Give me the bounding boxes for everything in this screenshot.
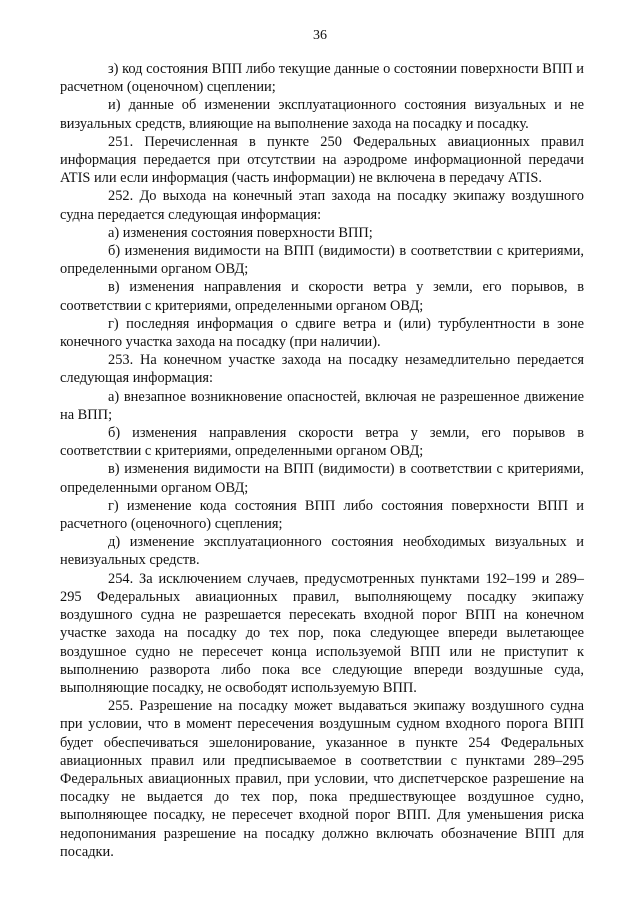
paragraph-item-z: з) код состояния ВПП либо текущие данные о состоянии поверхности ВПП и расчетном (оценочном) сцеплении;: [60, 61, 584, 96]
paragraph-254: 254. За исключением случаев, предусмотренных пунктами 192–199 и 289–295 Федеральных авиационных правил, выполняющему посадку экипажу воздушного судна не разрешается пересекать входной порог ВПП на конечном участке захода на посадку до тех пор, пока следующее впереди вылетающее воздушное судно не пересечет конца используемой ВПП или не приступит к выполнению разворота либо пока все следующие впереди воздушные суда, выполняющие посадку, не освободят используемую ВПП.: [60, 570, 584, 696]
document-body: [60, 60, 584, 861]
paragraph-251: 251. Перечисленная в пункте 250 Федеральных авиационных правил информация передается при отсутствии на аэродроме информационной передачи ATIS или если информация (часть информации) не включена в передачу ATIS.: [60, 133, 584, 187]
paragraph-252-v: в) изменения направления и скорости ветра у земли, его порывов, в соответствии с критериями, определенными органом ОВД;: [60, 279, 584, 314]
paragraph-252: 252. До выхода на конечный этап захода на посадку экипажу воздушного судна передается следующая информация:: [60, 188, 584, 223]
paragraph-253-a: а) внезапное возникновение опасностей, включая не разрешенное движение на ВПП;: [60, 388, 584, 423]
paragraph-253: 253. На конечном участке захода на посадку незамедлительно передается следующая информация:: [60, 352, 584, 387]
paragraph-252-b: б) изменения видимости на ВПП (видимости) в соответствии с критериями, определенными органом ОВД;: [60, 243, 584, 278]
page-number: 36: [313, 28, 327, 43]
paragraph-253-d: д) изменение эксплуатационного состояния необходимых визуальных и невизуальных средств.: [60, 534, 584, 569]
paragraph-253-v: в) изменения видимости на ВПП (видимости) в соответствии с критериями, определенными органом ОВД;: [60, 461, 584, 496]
paragraph-252-g: г) последняя информация о сдвиге ветра и (или) турбулентности в зоне конечного участка захода на посадку (при наличии).: [60, 315, 584, 351]
paragraph-item-i: и) данные об изменении эксплуатационного состояния визуальных и не визуальных средств, влияющие на выполнение захода на посадку и посадку.: [60, 97, 584, 132]
paragraph-252-a: а) изменения состояния поверхности ВПП;: [108, 224, 373, 241]
paragraph-255: 255. Разрешение на посадку может выдаваться экипажу воздушного судна при условии, что в момент пересечения воздушным судном входного порога ВПП будет обеспечиваться эшелонирование, указанное в пункте 254 Федеральных авиационных правил или предписываемое в соответствии с пунктами 289–295 Федеральных авиационных правил, при условии, что диспетчерское разрешение на посадку не выдается до тех пор, пока предшествующее воздушное судно, выполняющее посадку, не пересечет входной порог ВПП. Для уменьшения риска недопонимания разрешение на посадку должно включать обозначение ВПП для посадки.: [60, 698, 584, 860]
paragraph-253-g: г) изменение кода состояния ВПП либо состояния поверхности ВПП и расчетного (оценочного) сцепления;: [60, 497, 584, 533]
paragraph-253-b: б) изменения направления скорости ветра у земли, его порывов в соответствии с критериями, определенными органом ОВД;: [60, 425, 584, 460]
